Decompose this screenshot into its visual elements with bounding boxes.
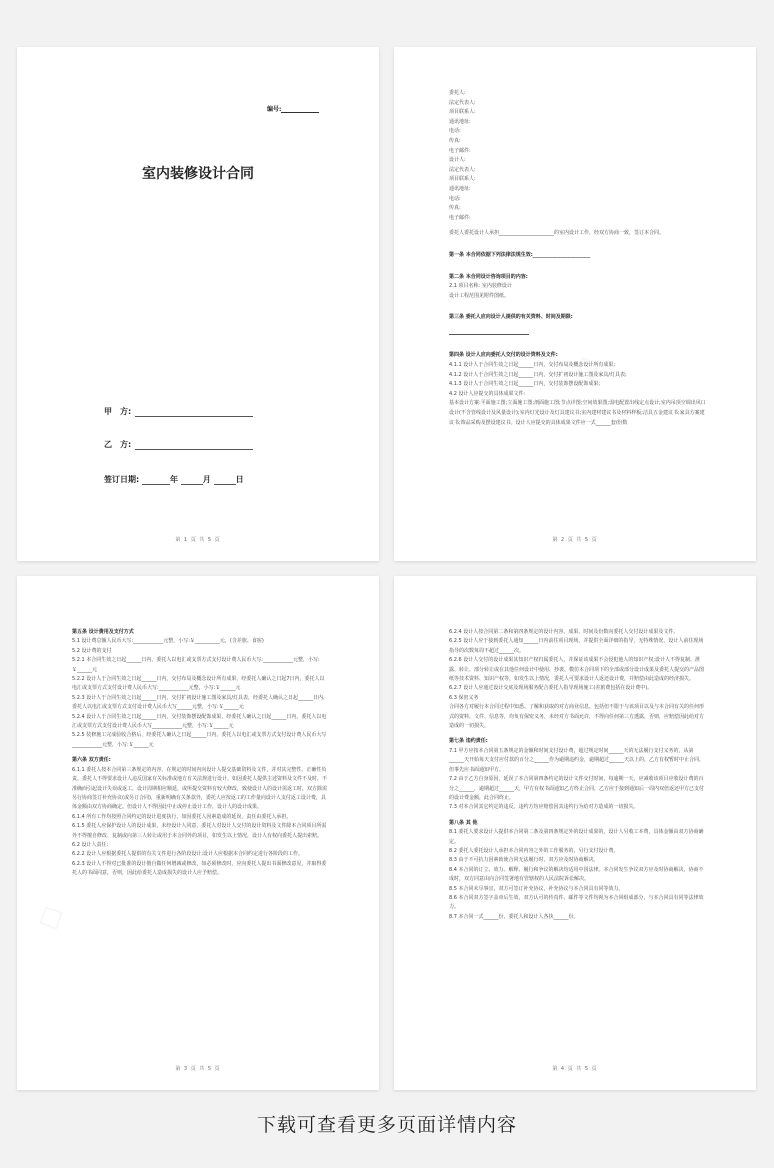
sign-date-field bbox=[104, 474, 244, 485]
text-line: 6.2 设计人责任: bbox=[72, 841, 109, 848]
text-line: 法定代表人: bbox=[449, 99, 476, 106]
text-line: 电话: bbox=[449, 128, 461, 135]
text-line: 6.1.5 委托人应保护设计人的设计成果，未经设计人同意，委托人对设计人交付的设计资料及文件除本合同项目所需外不得擅自修改、复制或向第三人转让或用于本合同外的项目，如发生以上情况，设计人有权向委托人提出索赔。 bbox=[72, 823, 327, 839]
text-line: 6.1.1 委托人按本合同第三条规定的内容，在规定的时间内向设计人提交基础资料及文件，并对其完整性、正确性负责。委托人不得要求设计人违反国家有关标准或地方有关法规进行设计。如因委托人提供主述资料及文件不及时，不准确而引起设计失误或返工，设计周期相应顺延，或所提交资料有较大修改，致使设计人的设计需返工时，双方除需另行协商签订补充协议(或另订合同)，重新明确有关条款外，委托人应按返工的工作量向设计人支付返工设计费，具体金额由双方协商确定。但设计人不得因此中止或停止设计工作，设计人的设计成果。 bbox=[72, 766, 328, 811]
text-line: 电子邮件: bbox=[449, 214, 471, 221]
text-line: 设计人: bbox=[449, 157, 466, 164]
text-line: 项目联系人: bbox=[449, 176, 476, 183]
article-1: 第一条 本合同依据下列法律法规生效:_______________________ bbox=[449, 251, 591, 258]
text-line: 8.7 本合同一式______份，委托人和设计人各执______份。 bbox=[449, 913, 579, 920]
text-line: 项目联系人: bbox=[449, 109, 476, 116]
article-heading: 第八条 其 他 bbox=[449, 819, 478, 826]
text-line: 8.1 委托人要求设计人提供本合同第二条及第四条规定外的设计成果的，设计人另收工本费，具体金额由双方协商确定。 bbox=[449, 829, 704, 845]
text-line: 7.1 甲方应按本合同第五条规定的金额和时间支付设计费，超过规定时间______天的无法履行支付义务的，从第______天开始每天支付应付款的百分之______作为逾期违约金，逾期超过______天以上的，乙方有权暂时中止合同，但事先应书面通知甲方。 bbox=[449, 747, 705, 773]
page-number: 第 4 页 共 5 页 bbox=[552, 1066, 598, 1072]
text-line: 4.1.2 设计人于合同生效之日起______日内，交付扩初设计施工图及家具/灯具表; bbox=[449, 371, 627, 378]
text-line: 7.2 由于乙方自身原因，延误了本合同第四条约定的设计文件交付时间，每逾期一天，应减收该项目应收设计费的百分之______，逾期超过______天，甲方有权书面通知乙方终止合同，乙方应于接到通知后一周内双倍返还甲方已支付的设计费金额，此合同终止。 bbox=[449, 776, 705, 801]
contract-number-blank bbox=[281, 106, 319, 113]
text-line: 8.5 本合同未尽事宜，双方可签订补充协议，补充协议与本合同具有同等效力。 bbox=[449, 885, 624, 892]
text-line: 基本设计方案:平面施工图;立面施工图;剖面施工图;节点详图;空间效果图;弱电配置出线定点设计;室内吊顶空调出风口设计(不含管线设计及风量设计);室内灯光设计及灯具建议书;室内建材建议书及材料样板;洁具五金建议书;家具方案建议书;饰品采购及摆设建议书。设计人应提交的具体成果文件应一式______套/份数 bbox=[449, 400, 706, 426]
text-line: 6.2.5 设计人应于接到委托人通知______日内前往项目现场，并提供全面详细的指导，无特殊情况，设计人前往现场指导的次数每周不超过______次。 bbox=[449, 638, 704, 654]
text-line: 传真: bbox=[449, 205, 461, 212]
year-blank bbox=[142, 476, 170, 485]
text-line: 法定代表人: bbox=[449, 166, 476, 173]
party-b-field bbox=[104, 439, 253, 450]
text-line: 7.3 对本合同其它约定的违反，违约方均应赔偿因其违约行为给对方造成的一切损失。 bbox=[449, 804, 639, 811]
text-line: 电话: bbox=[449, 195, 461, 202]
text-line: 5.2 设计费的支付 bbox=[72, 647, 112, 654]
text-line: 6.2.3 设计人不得对已批准的设计擅自做任何增减或修改，如必须修改时，应向委托人提出书面修改意见，并取得委托人的书面同意，否则，因此给委托人造成损失的设计人应予赔偿。 bbox=[72, 860, 327, 877]
party-info-list bbox=[449, 89, 706, 223]
text-line: 5.2.4 设计人于合同生效之日起______日内，交付装饰摆设配饰成果，经委托人确认之日起______日内，委托人以电汇或支票方式支付设计费人民币大写____________元整，小写:￥______元 bbox=[72, 713, 327, 730]
text-line: 8.4 本合同的订立、效力、解释、履行和争议的解决均适用中国法律。本合同发生争议双方应及时协商解决，协商不成时，双方同意由向合同签署地有管辖权的人民法院诉讼解决。 bbox=[449, 866, 704, 883]
article-heading: 第七条 违约责任: bbox=[449, 738, 488, 745]
text-line: 5.2.5 装修施工完成验收合格后，经委托人确认之日起______日内，委托人以电汇或支票方式支付设计费人民币大写____________元整，小写:￥______元 bbox=[72, 732, 327, 748]
party-b-blank bbox=[135, 441, 253, 450]
article-heading: 第六条 双方责任: bbox=[72, 757, 111, 764]
download-more-text: 下载可查看更多页面详情内容 bbox=[256, 1114, 517, 1136]
party-b-label: 乙 方: bbox=[104, 440, 132, 449]
page-2-body bbox=[449, 89, 706, 428]
text-line: 6.1.4 所有工作均按照合同约定的设计进度执行，如因委托人因素造成的延误，责任由委托人承担。 bbox=[72, 813, 292, 820]
page-2 bbox=[394, 47, 756, 561]
contract-number-label: 编号: bbox=[267, 106, 282, 113]
text-line: 4.2 设计人应提交的具体成果文件: bbox=[449, 390, 526, 397]
article-2-2: 设计工程范围见附件图纸。 bbox=[449, 292, 510, 299]
article-2-1: 2.1 项目名称: 室内装修设计 bbox=[449, 283, 512, 290]
party-a-blank bbox=[135, 408, 253, 417]
page-3-body bbox=[72, 628, 329, 879]
article-4: 第四条 设计人应向委托人交付的设计资料及文件: bbox=[449, 352, 558, 359]
text-line: 通讯地址: bbox=[449, 185, 471, 192]
article-3-blank bbox=[449, 329, 706, 340]
intro-paragraph: 委托人委托设计人承担______________________的室内设计工作，经双方协商一致，签订本合同。 bbox=[449, 230, 665, 237]
page-number: 第 1 页 共 5 页 bbox=[175, 537, 221, 543]
page-4-body bbox=[449, 628, 706, 922]
text-line: 8.2 委托人委托设计人承担本合同内容之外的工作服务的，另行支付设计费。 bbox=[449, 847, 619, 854]
text-line: 传真: bbox=[449, 137, 461, 144]
text-line: 5.1 设计费总额人民币大写:____________元整，小写:￥__________元，(含差旅、食宿) bbox=[72, 638, 264, 645]
month-label: 月 bbox=[202, 475, 211, 484]
day-label: 日 bbox=[235, 475, 244, 484]
text-line: 5.2.1 本合同生效之日起______日内，委托人以电汇或支票方式支付设计费人民币大写:____________元整，小写:￥______元 bbox=[72, 657, 320, 673]
page-3 bbox=[17, 576, 379, 1090]
article-3: 第三条 委托人应向设计人提供的有关资料、时间及期限: bbox=[449, 314, 573, 321]
day-blank bbox=[214, 476, 236, 485]
text-line: 通讯地址: bbox=[449, 118, 471, 125]
text-line: 6.3 保密义务 bbox=[449, 694, 479, 701]
sign-date-label: 签订日期: bbox=[104, 475, 140, 484]
party-a-field bbox=[104, 406, 253, 417]
article-4-items bbox=[449, 361, 706, 428]
text-line: 8.3 由于不可抗力因素致使合同无法履行时，双方应及时协商解决。 bbox=[449, 857, 599, 864]
text-line: 5.2.3 设计人于合同生效之日起______日内，交付扩初设计施工图及家具/灯具表，经委托人确认之日起______日内，委托人以电汇或支票方式支付设计费人民币大写______元整，小写:￥______元 bbox=[72, 694, 329, 711]
text-line: 6.2.2 设计人应根据委托人提供的有关文件进行各阶段设计;设计人应根据本合同约定进行各阶段的工作。 bbox=[72, 851, 304, 858]
party-a-label: 甲 方: bbox=[104, 407, 132, 416]
page-number: 第 2 页 共 5 页 bbox=[552, 537, 598, 543]
text-line: 合同各方对履行本合同过程中知悉、了解和获取的对方商业信息，包括但不限于与该项目以及与本合同有关的任何形式的资料、文件、信息等，均负有保密义务，未经对方书面允许，不得向任何第三方透露，否则，应赔偿因此给对方造成的一切损失。 bbox=[449, 704, 705, 730]
text-line: 6.2.6 设计人交付的设计成果其知识产权归属委托人，并保证该成果不会侵犯他人的知识产权;设计人不得复制、泄露、转让、部分转让或在其他任何设计中使用、抄袭、模仿本合同项下的全部或部分设计成果及委托人提交的产品图纸等技术资料、知识产权等，如发生以上情况，委托人可要求设计人返还设计费，并赔偿由此造成的经济损失。 bbox=[449, 657, 705, 683]
text-line: 4.1.1 设计人于合同生效之日起______日内，交付布局及概念设计所有成果; bbox=[449, 362, 615, 369]
text-line: 5.2.2 设计人于合同生效之日起______日内，交付布局及概念设计所有成果，经委托人确认之日起7日内，委托人以电汇或支票方式支付设计费人民币大写:____________元整，小写:￥______元 bbox=[72, 676, 325, 692]
text-line: 6.2.4 设计人按合同第二条和第四条规定的设计内容、成果、时间及份数向委托人交付设计成果及文件。 bbox=[449, 629, 679, 635]
page-1-cover bbox=[17, 47, 379, 561]
watermark bbox=[30, 892, 71, 939]
page-4 bbox=[394, 576, 756, 1090]
text-line: 委托人: bbox=[449, 90, 466, 96]
text-line: 8.6 本合同双方签字盖章后生效，双方认可的传真件、邮件等文件均视为本合同组成部分，与本合同具有同等法律效力。 bbox=[449, 894, 704, 911]
text-line: 4.1.3 设计人于合同生效之日起______日内，交付装饰摆设配饰成果; bbox=[449, 381, 600, 388]
month-blank bbox=[181, 476, 203, 485]
contract-number bbox=[267, 104, 319, 113]
article-2: 第二条 本合同设计咨询项目的内容: bbox=[449, 273, 528, 280]
text-line: 电子邮件: bbox=[449, 147, 471, 154]
text-line: 6.2.7 设计人应通过设计交底及现场服务配合委托人指导现场施工(差旅费包括在设计费中)。 bbox=[449, 685, 653, 692]
contract-title: 室内装修设计合同 bbox=[142, 166, 254, 182]
article-heading: 第五条 设计费用及支付方式 bbox=[72, 629, 134, 635]
page-number: 第 3 页 共 5 页 bbox=[175, 1066, 221, 1072]
year-label: 年 bbox=[170, 475, 178, 484]
